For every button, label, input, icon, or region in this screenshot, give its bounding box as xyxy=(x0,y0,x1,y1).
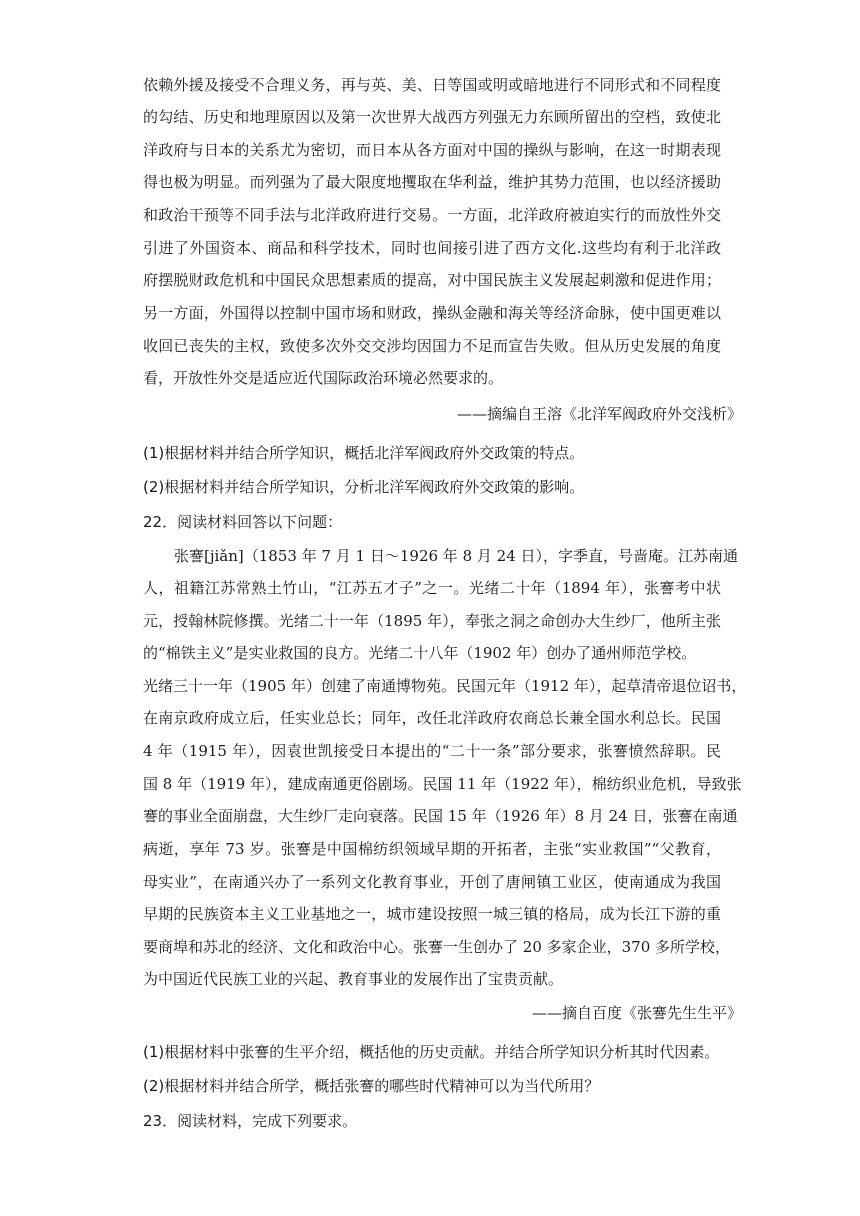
passage1-line: 引进了外国资本、商品和科学技术，同时也间接引进了西方文化.这些均有利于北洋政 xyxy=(143,239,721,257)
passage2-line: 謇的事业全面崩盘，大生纱厂走向衰落。民国 15 年（1926 年）8 月 24 日，张謇在南通 xyxy=(143,807,738,825)
passage1-line: 府摆脱财政危机和中国民众思想素质的提高，对中国民族主义发展起刺激和促进作用； xyxy=(143,271,721,289)
passage2-line: 元，授翰林院修撰。光绪二十一年（1895 年），奉张之洞之命创办大生纱厂，他所主张 xyxy=(143,612,721,630)
passage1-line: 依赖外援及接受不合理义务，再与英、美、日等国或明或暗地进行不同形式和不同程度 xyxy=(143,76,721,94)
passage2-line: 4 年（1915 年），因袁世凯接受日本提出的“二十一条”部分要求，张謇愤然辞职。民 xyxy=(143,742,721,760)
passage1-line: 看，开放性外交是适应近代国际政治环境必然要求的。 xyxy=(143,369,504,387)
q21-subquestion-2: (2)根据材料并结合所学知识，分析北洋军阀政府外交政策的影响。 xyxy=(143,478,585,496)
passage1-line: 洋政府与日本的关系尤为密切，而日本从各方面对中国的操纵与影响，在这一时期表现 xyxy=(143,141,721,159)
passage2-attribution: ——摘自百度《张謇先生生平》 xyxy=(531,1004,742,1022)
passage2-line: 张謇[jiǎn]（1853 年 7 月 1 日～1926 年 8 月 24 日），字季直，号啬庵。江苏南通 xyxy=(174,547,739,565)
passage2-line: 的“棉铁主义”是实业救国的良方。光绪二十八年（1902 年）创办了通州师范学校。 xyxy=(143,644,697,662)
passage2-line: 早期的民族资本主义工业基地之一，城市建设按照一城三镇的格局，成为长江下游的重 xyxy=(143,905,721,923)
passage2-line: 病逝，享年 73 岁。张謇是中国棉纺织领域早期的开拓者，主张“实业救国”“父教育， xyxy=(143,840,721,858)
passage1-line: 得也极为明显。而列强为了最大限度地攫取在华利益，维护其势力范围，也以经济援助 xyxy=(143,173,721,191)
q23-header: 23．阅读材料，完成下列要求。 xyxy=(143,1112,358,1130)
passage1-line: 另一方面，外国得以控制中国市场和财政，操纵金融和海关等经济命脉，使中国更难以 xyxy=(143,304,721,322)
passage1-line: 的勾结、历史和地理原因以及第一次世界大战西方列强无力东顾所留出的空档，致使北 xyxy=(143,108,721,126)
q22-header: 22．阅读材料回答以下问题： xyxy=(143,513,343,531)
q22-subquestion-1: (1)根据材料中张謇的生平介绍，概括他的历史贡献。并结合所学知识分析其时代因素。 xyxy=(143,1043,720,1061)
passage2-line: 国 8 年（1919 年），建成南通更俗剧场。民国 11 年（1922 年），棉纺织业危机，导致张 xyxy=(143,775,742,793)
q22-subquestion-2: (2)根据材料并结合所学，概括张謇的哪些时代精神可以为当代所用？ xyxy=(143,1077,600,1095)
passage2-line: 母实业”，在南通兴办了一系列文化教育事业，开创了唐闸镇工业区，使南通成为我国 xyxy=(143,873,721,891)
passage2-line: 为中国近代民族工业的兴起、教育事业的发展作出了宝贵贡献。 xyxy=(143,970,564,988)
passage1-line: 收回已丧失的主权，致使多次外交交涉均因国力不足而宣告失败。但从历史发展的角度 xyxy=(143,337,721,355)
passage2-line: 人，祖籍江苏常熟土竹山，“江苏五才子”之一。光绪二十年（1894 年），张謇考中状 xyxy=(143,579,721,597)
q21-subquestion-1: (1)根据材料并结合所学知识，概括北洋军阀政府外交政策的特点。 xyxy=(143,444,585,462)
passage1-attribution: ——摘编自王溶《北洋军阀政府外交浅析》 xyxy=(456,405,742,423)
passage1-line: 和政治干预等不同手法与北洋政府进行交易。一方面，北洋政府被迫实行的而放性外交 xyxy=(143,206,721,224)
passage2-line: 要商埠和苏北的经济、文化和政治中心。张謇一生创办了 20 多家企业，370 多所学校， xyxy=(143,938,731,956)
passage2-line: 光绪三十一年（1905 年）创建了南通博物苑。民国元年（1912 年），起草清帝退位诏书， xyxy=(143,677,747,695)
passage2-line: 在南京政府成立后，任实业总长；同年，改任北洋政府农商总长兼全国水利总长。民国 xyxy=(143,709,721,727)
